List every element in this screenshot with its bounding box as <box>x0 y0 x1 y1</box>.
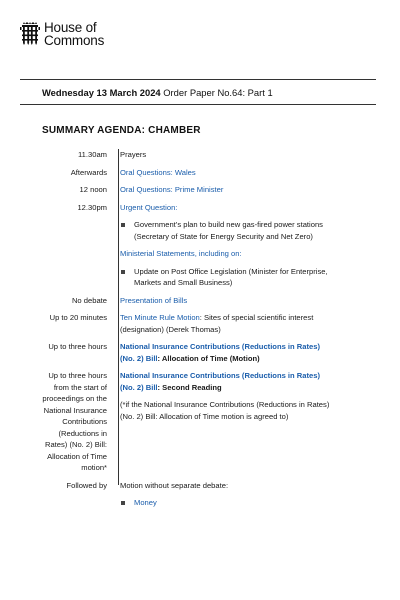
house-of-commons-logo <box>20 21 104 47</box>
agenda-time: Up to three hours from the start of proceedings on the National Insurance Contributions (Reductions in Rates) (No. 2) Bill: Allocation of Time motion* <box>42 371 107 472</box>
nic-bill-link[interactable]: National Insurance Contributions (Reductions in Rates) (No. 2) Bill <box>120 342 320 363</box>
bottom-rule <box>20 104 376 105</box>
summary-agenda <box>42 149 342 509</box>
agenda-time: 12 noon <box>79 185 107 194</box>
money-link[interactable]: Money <box>134 498 157 507</box>
agenda-item-pm <box>42 184 342 196</box>
agenda-time: Up to 20 minutes <box>49 313 107 322</box>
ministerial-statements-link[interactable]: Ministerial Statements, including on: <box>120 249 242 258</box>
urgent-question-link[interactable]: Urgent Question: <box>120 202 178 212</box>
agenda-item-urgent-question <box>42 202 342 243</box>
logo-text <box>44 21 104 47</box>
urgent-question-bullet <box>120 219 335 242</box>
agenda-time <box>42 248 115 289</box>
agenda-text: : Sites of special scientific interest (designation) (Derek Thomas) <box>120 313 314 334</box>
bullet-square-icon <box>121 223 125 227</box>
agenda-text: : Second Reading <box>157 382 222 392</box>
agenda-item-prayers <box>42 149 342 161</box>
agenda-time: No debate <box>71 295 107 305</box>
agenda-text: : Allocation of Time (Motion) <box>157 353 260 363</box>
agenda-time: Up to three hours <box>48 342 107 351</box>
order-paper-heading <box>42 87 273 98</box>
bullet-text: Update on Post Office Legislation (Minister for Enterprise, Markets and Small Business) <box>134 266 328 287</box>
statements-bullet <box>120 266 335 289</box>
agenda-time: Followed by <box>66 480 107 490</box>
conditional-note: (*if the National Insurance Contributions (Reductions in Rates) (No. 2) Bill: Allocation of Time motion is agreed to) <box>120 400 330 421</box>
oral-questions-pm-link[interactable]: Oral Questions: Prime Minister <box>120 185 224 194</box>
nic-bill-link[interactable]: National Insurance Contributions (Reductions in Rates) (No. 2) Bill <box>120 371 320 392</box>
agenda-time: 11.30am <box>78 150 107 159</box>
oral-questions-wales-link[interactable]: Oral Questions: Wales <box>120 167 196 177</box>
agenda-text: Motion without separate debate: <box>120 480 229 490</box>
logo-line-2: Commons <box>44 33 105 48</box>
summary-agenda-title: SUMMARY AGENDA: CHAMBER <box>42 125 201 136</box>
logo-line-1: House of <box>44 20 97 35</box>
money-bullet <box>120 497 335 509</box>
sitting-date: Wednesday 13 March 2024 <box>42 87 161 98</box>
order-paper-number: Order Paper No.64: Part 1 <box>163 87 273 98</box>
agenda-text: Prayers <box>120 150 147 159</box>
bullet-text: Government’s plan to build new gas-fired power stations (Secretary of State for Energy Security and Net Zero) <box>134 220 323 241</box>
bullet-square-icon <box>121 270 125 274</box>
presentation-of-bills-link[interactable]: Presentation of Bills <box>120 295 188 305</box>
portcullis-icon <box>20 21 40 45</box>
agenda-time: Afterwards <box>70 167 107 177</box>
agenda-item-allocation <box>42 341 342 364</box>
agenda-item-bills <box>42 295 342 307</box>
agenda-item-second-reading <box>42 370 342 474</box>
ten-minute-rule-link[interactable]: Ten Minute Rule Motion <box>120 313 200 322</box>
agenda-item-wales <box>42 167 342 179</box>
bullet-square-icon <box>121 501 125 505</box>
agenda-item-ten-minute-rule <box>42 312 342 335</box>
agenda-time: 12.30pm <box>77 202 107 212</box>
top-rule <box>20 79 376 80</box>
agenda-item-statements <box>42 248 342 289</box>
agenda-item-followed-by <box>42 480 342 509</box>
